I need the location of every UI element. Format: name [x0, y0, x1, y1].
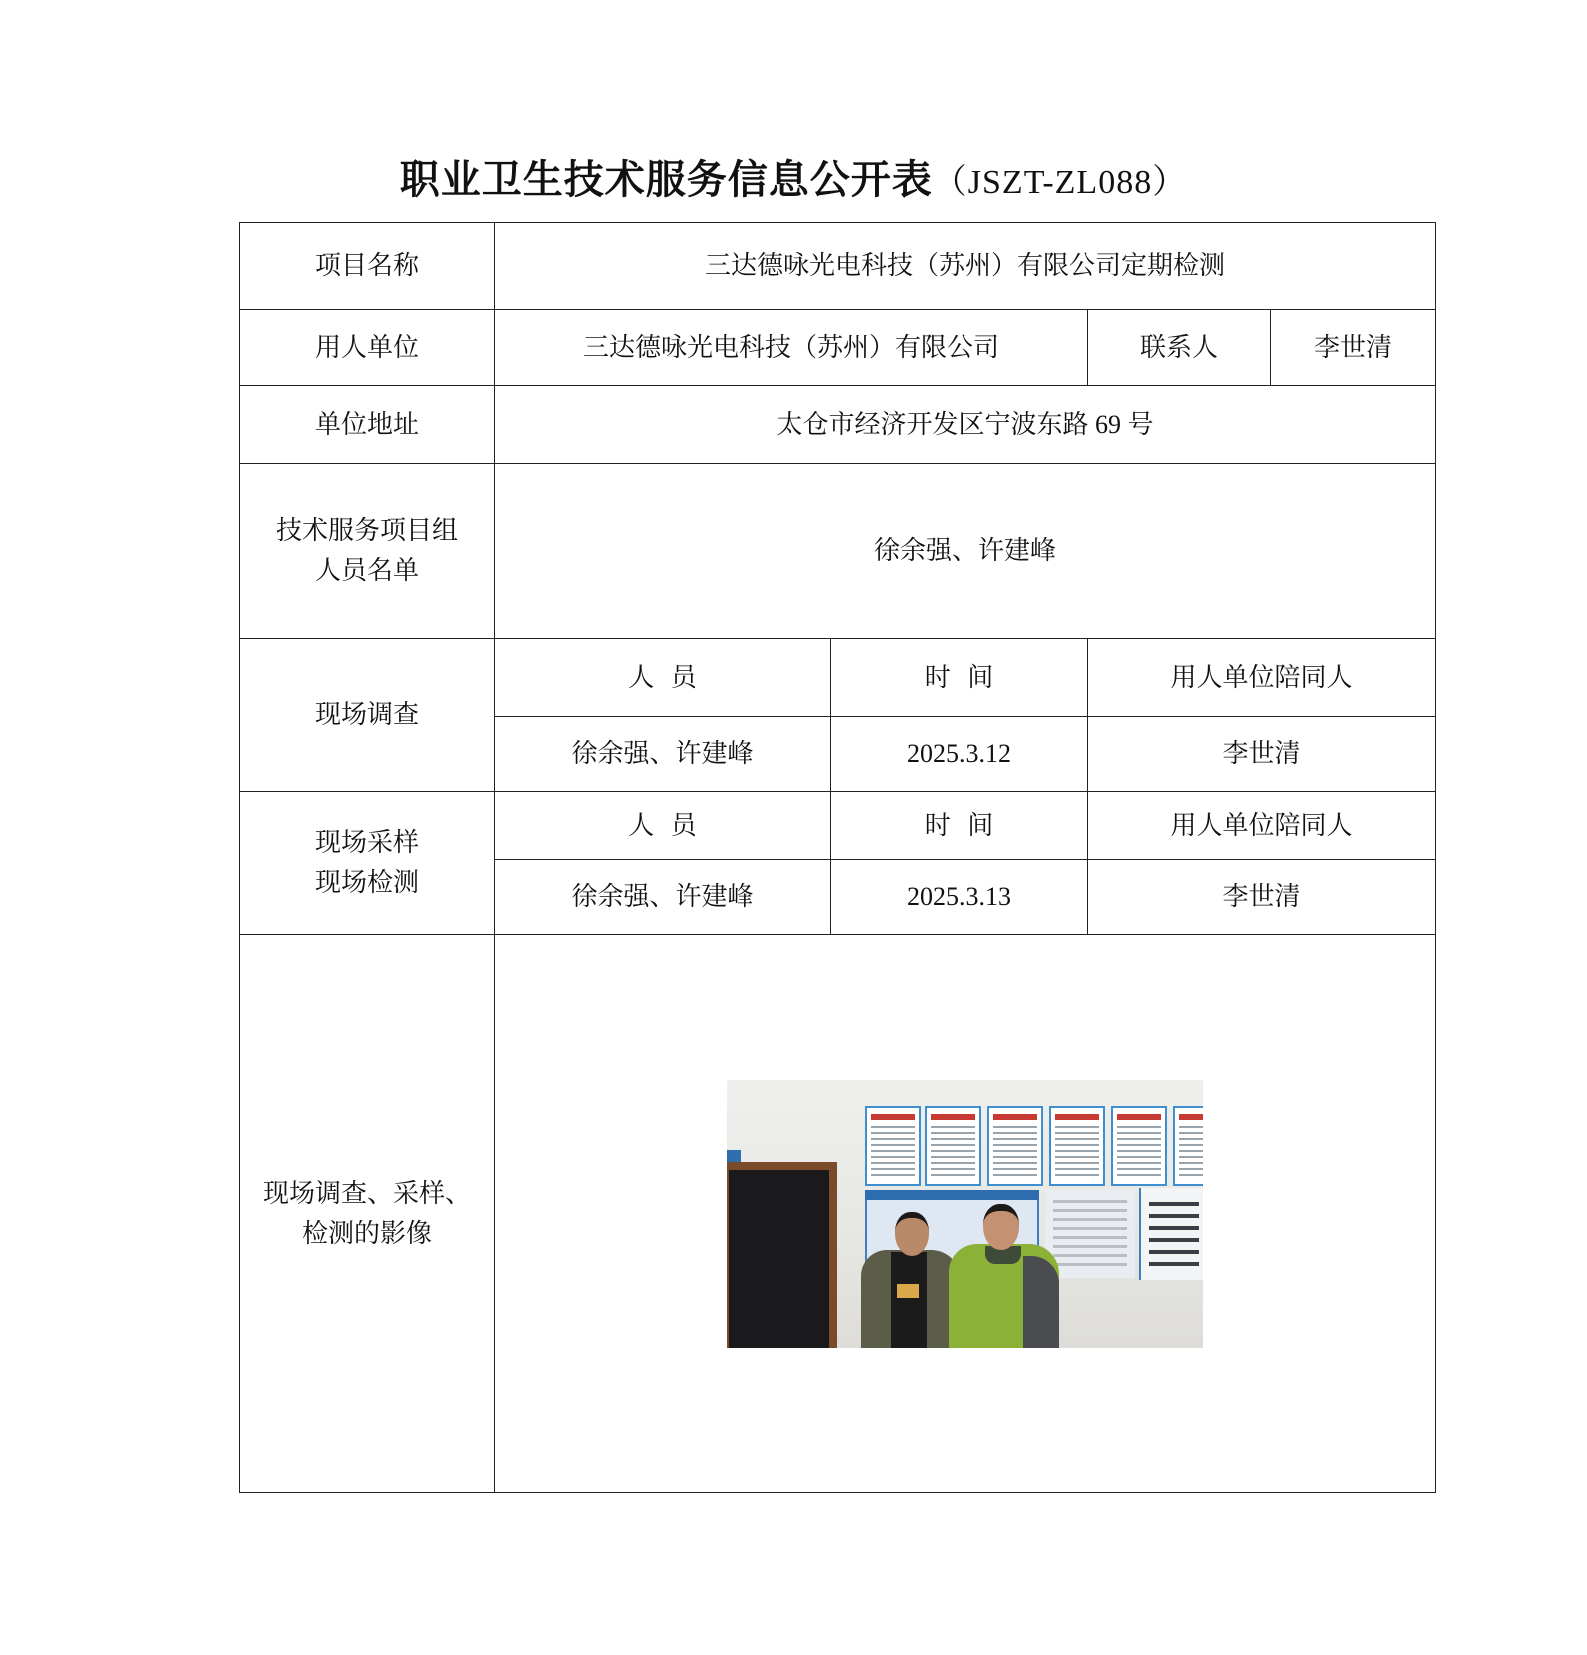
contact-value: 李世清	[1271, 310, 1436, 386]
photo-door-sign	[727, 1150, 741, 1162]
project-row	[240, 223, 1436, 310]
photo-poster	[1111, 1106, 1167, 1186]
contact-label: 联系人	[1088, 310, 1271, 386]
survey-label: 现场调查	[240, 639, 495, 792]
survey-header-row	[240, 639, 1436, 717]
images-cell	[495, 935, 1436, 1493]
survey-header-time: 时 间	[831, 639, 1088, 717]
images-label-line1: 现场调查、采样、	[262, 1178, 471, 1209]
address-row	[240, 386, 1436, 464]
photo-poster	[987, 1106, 1043, 1186]
images-label-line2: 检测的影像	[301, 1218, 432, 1249]
team-label	[240, 464, 495, 639]
address-value: 太仓市经济开发区宁波东路 69 号	[495, 386, 1436, 464]
sampling-header-companion: 用人单位陪同人	[1088, 792, 1436, 860]
info-table	[239, 222, 1436, 1493]
survey-time: 2025.3.12	[831, 717, 1088, 792]
employer-value: 三达德咏光电科技（苏州）有限公司	[495, 310, 1088, 386]
sampling-header-row	[240, 792, 1436, 860]
sampling-time: 2025.3.13	[831, 860, 1088, 935]
photo-person-left-logo	[897, 1284, 919, 1298]
photo-person-left-head	[895, 1212, 929, 1256]
photo-notice-board	[1045, 1190, 1135, 1278]
team-value: 徐余强、许建峰	[495, 464, 1436, 639]
title-code: （JSZT-ZL088）	[932, 164, 1188, 201]
images-label	[240, 935, 495, 1493]
title-main: 职业卫生技术服务信息公开表	[399, 156, 933, 203]
document-title	[0, 152, 1587, 211]
sampling-personnel: 徐余强、许建峰	[495, 860, 831, 935]
sampling-companion: 李世清	[1088, 860, 1436, 935]
project-label: 项目名称	[240, 223, 495, 310]
employer-label: 用人单位	[240, 310, 495, 386]
photo-poster	[865, 1106, 921, 1186]
employer-row	[240, 310, 1436, 386]
address-label: 单位地址	[240, 386, 495, 464]
photo-door	[729, 1170, 829, 1348]
sampling-header-time: 时 间	[831, 792, 1088, 860]
team-label-line2: 人员名单	[314, 556, 419, 586]
photo-poster	[925, 1106, 981, 1186]
photo-notice-board	[1139, 1188, 1203, 1280]
photo-notice-board-header	[865, 1190, 1039, 1200]
images-row	[240, 935, 1436, 1493]
team-row	[240, 464, 1436, 639]
site-photo	[727, 1080, 1203, 1348]
team-label-line1: 技术服务项目组	[275, 516, 458, 546]
photo-poster	[1173, 1106, 1203, 1186]
survey-personnel: 徐余强、许建峰	[495, 717, 831, 792]
survey-header-companion: 用人单位陪同人	[1088, 639, 1436, 717]
survey-header-personnel: 人 员	[495, 639, 831, 717]
sampling-label-line1: 现场采样	[314, 828, 419, 858]
sampling-header-personnel: 人 员	[495, 792, 831, 860]
survey-companion: 李世清	[1088, 717, 1436, 792]
sampling-label	[240, 792, 495, 935]
project-value: 三达德咏光电科技（苏州）有限公司定期检测	[495, 223, 1436, 310]
photo-person-right-jacket-side	[1023, 1256, 1059, 1348]
photo-person-left-shirt	[891, 1252, 927, 1348]
photo-poster	[1049, 1106, 1105, 1186]
photo-person-right-head	[983, 1204, 1019, 1250]
sampling-label-line2: 现场检测	[314, 868, 419, 898]
